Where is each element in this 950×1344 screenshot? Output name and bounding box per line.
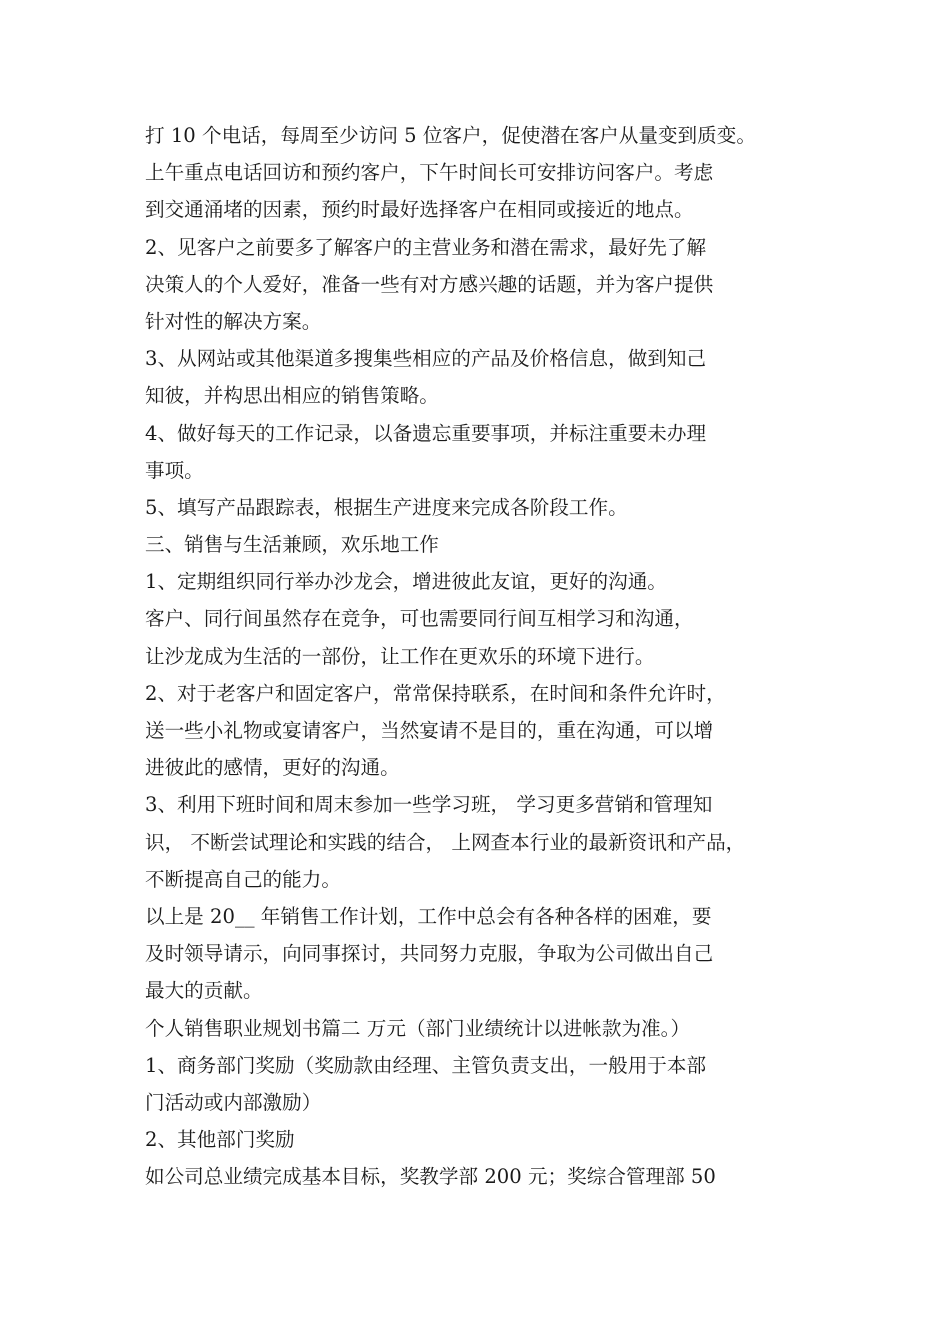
text-line: 客户、同行间虽然存在竞争，可也需要同行间互相学习和沟通， <box>145 607 694 631</box>
text-line: 不断提高自己的能力。 <box>145 867 341 891</box>
text-line: 打 10 个电话，每周至少访问 5 位客户，促使潜在客户从量变到质变。 <box>145 124 756 147</box>
section-title-line: 个人销售职业规划书篇二 万元（部门业绩统计以进帐款为准。） <box>145 1016 691 1040</box>
text-line: 1、商务部门奖励（奖励款由经理、主管负责支出，一般用于本部 <box>145 1053 707 1077</box>
text-line: 门活动或内部激励） <box>145 1090 322 1114</box>
text-line: 2、对于老客户和固定客户，常常保持联系，在时间和条件允许时， <box>145 681 726 705</box>
text-line: 最大的贡献。 <box>145 979 263 1003</box>
text-line: 2、见客户之前要多了解客户的主营业务和潜在需求，最好先了解 <box>145 235 707 259</box>
text-line: 及时领导请示，向同事探讨，共同努力克服，争取为公司做出自己 <box>145 942 714 966</box>
text-line: 识， 不断尝试理论和实践的结合， 上网查本行业的最新资讯和产品， <box>145 830 746 854</box>
text-line: 以上是 20__ 年销售工作计划，工作中总会有各种各样的困难，要 <box>145 904 712 928</box>
text-line: 知彼，并构思出相应的销售策略。 <box>145 384 439 408</box>
text-line: 5、填写产品跟踪表，根据生产进度来完成各阶段工作。 <box>145 495 628 519</box>
section-heading: 三、销售与生活兼顾，欢乐地工作 <box>145 533 439 557</box>
text-line: 2、其他部门奖励 <box>145 1128 295 1152</box>
text-line: 让沙龙成为生活的一部份，让工作在更欢乐的环境下进行。 <box>145 644 655 668</box>
text-line: 决策人的个人爱好，准备一些有对方感兴趣的话题，并为客户提供 <box>145 272 714 296</box>
document-body <box>145 117 825 1195</box>
text-line: 3、利用下班时间和周末参加一些学习班， 学习更多营销和管理知 <box>145 793 713 817</box>
text-line: 针对性的解决方案。 <box>145 309 322 333</box>
text-line: 3、从网站或其他渠道多搜集些相应的产品及价格信息，做到知己 <box>145 347 707 371</box>
text-line: 进彼此的感情，更好的沟通。 <box>145 756 400 780</box>
text-line: 送一些小礼物或宴请客户，当然宴请不是目的，重在沟通，可以增 <box>145 719 714 742</box>
text-line: 到交通涌堵的因素，预约时最好选择客户在相同或接近的地点。 <box>145 198 694 222</box>
text-line: 如公司总业绩完成基本目标，奖教学部 200 元；奖综合管理部 50 <box>145 1165 716 1189</box>
text-line: 1、定期组织同行举办沙龙会，增进彼此友谊，更好的沟通。 <box>145 570 667 594</box>
text-line: 事项。 <box>145 458 204 482</box>
text-line: 4、做好每天的工作记录，以备遗忘重要事项，并标注重要未办理 <box>145 421 707 445</box>
text-line: 上午重点电话回访和预约客户，下午时间长可安排访问客户。考虑 <box>145 161 714 185</box>
